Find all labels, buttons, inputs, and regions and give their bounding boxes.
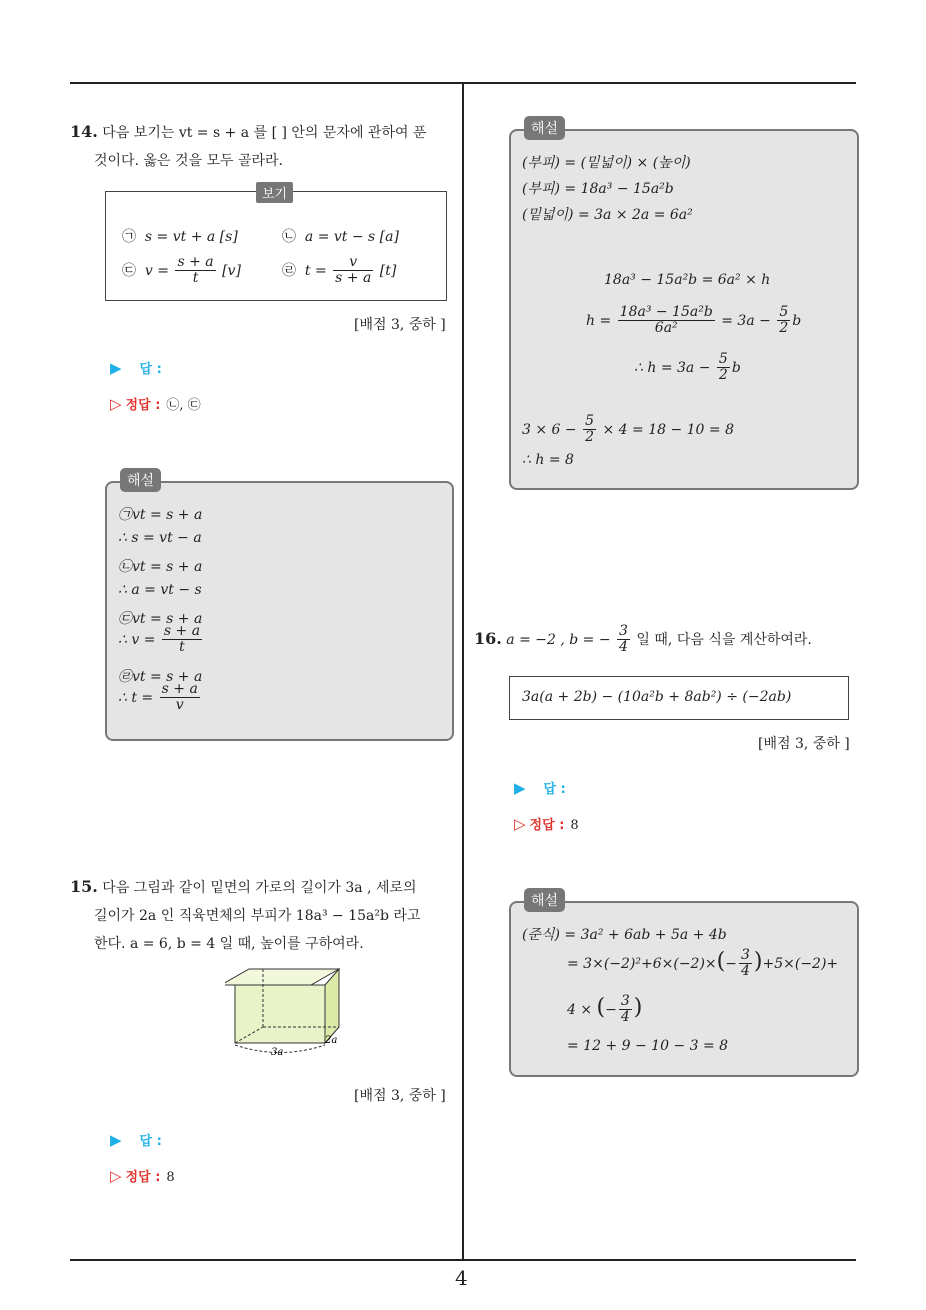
triangle-outline-icon: ▷ — [514, 815, 526, 833]
q16-stem: 16. a = −2 , b = − $\frac{3}{4}$ 일 때, 다음 식을 계산하여라. — [474, 623, 812, 656]
q14-explanation-label: 해설 — [120, 468, 161, 492]
cuboid-figure — [225, 965, 340, 1060]
play-icon: ▶ — [110, 1131, 122, 1149]
q15-score: [배점 3, 중하 ] — [354, 1088, 446, 1104]
q14-correct-row: ▷ 정답 : ㉡, ㉢ — [110, 395, 201, 413]
q14-expl-line: ㉠vt = s + a — [118, 507, 203, 523]
q15-expl-line: h = $\frac{\text{18a³ − 15a²b}}{\text{6a²}}$ = 3a − $\frac{5}{2}$ b — [586, 304, 802, 337]
q14-stem — [70, 118, 455, 175]
q16-expression: 3a(a + 2b) − (10a²b + 8ab²) ÷ (−2ab) — [522, 689, 792, 705]
q15-expl-line: (부피) = (밑넓이) × (높이) — [522, 155, 691, 171]
q16-number: 16. — [474, 628, 502, 648]
q15-expl-line: 18a³ − 15a²b = 6a² × h — [604, 272, 771, 288]
q15-text-line3: 한다. a = 6, b = 4 일 때, 높이를 구하여라. — [94, 936, 364, 952]
q14-item-1: ㉠ s = vt + a [s] — [122, 229, 238, 245]
bottom-rule — [70, 1259, 856, 1261]
q15-expl-line: 3 × 6 − $\frac{5}{2}$ × 4 = 18 − 10 = 8 — [522, 413, 734, 446]
play-icon: ▶ — [514, 779, 526, 797]
q14-expl-line: ∴ s = vt − a — [118, 530, 202, 546]
play-icon: ▶ — [110, 359, 122, 377]
q16-score: [배점 3, 중하 ] — [758, 736, 850, 752]
fig-depth-label: 2a — [325, 1035, 338, 1046]
q15-expl-line: (밑넓이) = 3a × 2a = 6a² — [522, 207, 693, 223]
q16-expl-line: (준식) = 3a² + 6ab + 5a + 4b — [522, 927, 727, 943]
q16-expl-line: 4 × (− $\frac{3}{4}$ ) — [567, 993, 643, 1026]
q15-expl-line: (부피) = 18a³ − 15a²b — [522, 181, 674, 197]
q16-explanation-label: 해설 — [524, 888, 565, 912]
q14-item-4: ㉣ t = $\frac{v}{s + a}$ [t] — [282, 254, 397, 287]
q14-text-line1: 다음 보기는 vt = s + a 를 [ ] 안의 문자에 관하여 푼 — [102, 125, 427, 141]
column-divider — [462, 83, 464, 1260]
q16-expl-line: = 12 + 9 − 10 − 3 = 8 — [567, 1038, 729, 1054]
q15-explanation-label: 해설 — [524, 116, 565, 140]
q14-expl-line: ㉢vt = s + a — [118, 611, 203, 627]
q14-item-2: ㉡ a = vt − s [a] — [282, 229, 399, 245]
q15-expl-line: ∴ h = 8 — [522, 452, 574, 468]
q14-expl-line: ∴ t = $\frac{s + a}{v}$ — [118, 681, 198, 714]
triangle-outline-icon: ▷ — [110, 395, 122, 413]
q15-text-line1: 다음 그림과 같이 밑면의 가로의 길이가 3a , 세로의 — [102, 880, 417, 896]
q14-bogi-label: 보기 — [256, 182, 293, 203]
q14-number: 14. — [70, 122, 98, 141]
q14-expl-line: ㉡vt = s + a — [118, 559, 203, 575]
q15-correct-row: ▷ 정답 : 8 — [110, 1167, 175, 1185]
q15-answer-row: ▶ 답 : — [110, 1131, 162, 1149]
triangle-outline-icon: ▷ — [110, 1167, 122, 1185]
q15-number: 15. — [70, 877, 98, 896]
page-number: 4 — [455, 1266, 468, 1290]
q14-score: [배점 3, 중하 ] — [354, 317, 446, 333]
q15-stem — [70, 873, 455, 958]
q14-item-3: ㉢ v = $\frac{s + a}{t}$ [v] — [122, 254, 241, 287]
q14-expl-line: ∴ a = vt − s — [118, 582, 202, 598]
q15-text-line2: 길이가 2a 인 직육면체의 부피가 18a³ − 15a²b 라고 — [94, 908, 421, 924]
q14-expl-line: ∴ v = $\frac{s + a}{t}$ — [118, 623, 201, 656]
q16-answer-row: ▶ 답 : — [514, 779, 566, 797]
q15-expl-line: ∴ h = 3a − $\frac{5}{2}$ b — [634, 351, 741, 384]
q16-expl-line: = 3×(−2)²+6×(−2)×(− $\frac{3}{4}$ )+5×(−2)+ — [567, 947, 839, 980]
fig-width-label: 3a — [271, 1047, 284, 1058]
q14-text-line2: 것이다. 옳은 것을 모두 골라라. — [94, 153, 283, 169]
q14-expl-line: ㉣vt = s + a — [118, 669, 203, 685]
q16-correct-row: ▷ 정답 : 8 — [514, 815, 579, 833]
q14-answer-row: ▶ 답 : — [110, 359, 162, 377]
